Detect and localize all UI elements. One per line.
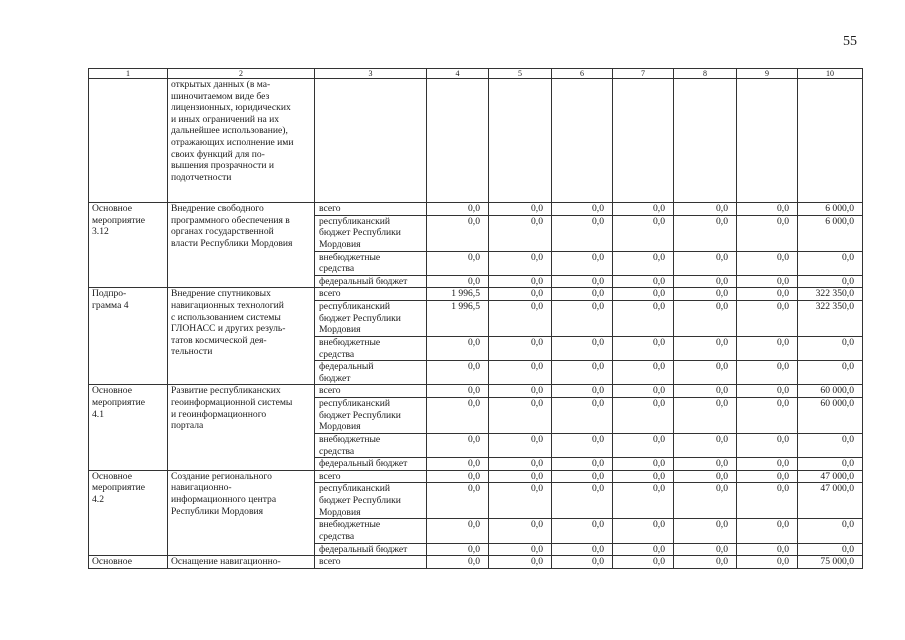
funding-source-cell [315,251,427,275]
funding-source-label: федеральный [319,361,374,373]
value-cell: 0,0 [489,275,552,288]
item-name-cell [168,470,315,555]
value-cell: 0,0 [798,458,863,471]
funding-source-label: внебюджетные [319,251,381,263]
value-cell: 0,0 [552,300,613,336]
column-number: 1 [89,69,168,79]
funding-source-cell [315,275,427,288]
funding-source-cell [315,483,427,519]
value-cell: 0,0 [613,361,674,385]
value-cell: 6 000,0 [798,215,863,251]
value-cell: 0,0 [552,397,613,433]
column-number: 6 [552,69,613,79]
funding-source-label: средства [319,445,355,457]
value-cell: 60 000,0 [798,385,863,398]
continued-text-line: вышения прозрачности и [171,160,275,172]
page-number: 55 [843,34,857,49]
value-cell: 0,0 [674,336,737,360]
item-type-cell: Основное [89,556,168,569]
value-cell: 0,0 [613,275,674,288]
item-type-cell [89,385,168,470]
item-name-cell [168,79,315,203]
item-name-line: Создание регионального [171,470,272,482]
item-type-cell [89,288,168,385]
value-cell: 0,0 [489,519,552,543]
item-type-line: Основное [92,385,132,397]
continued-text-line: лицензионных, юридических [171,102,291,114]
value-cell: 0,0 [427,433,489,457]
value-cell: 0,0 [552,556,613,569]
value-cell: 0,0 [737,556,798,569]
value-cell: 0,0 [427,336,489,360]
item-type-line: мероприятие [92,482,145,494]
value-cell: 0,0 [674,483,737,519]
value-cell: 0,0 [552,458,613,471]
column-number: 9 [737,69,798,79]
item-type-line: 4.1 [92,408,104,420]
continued-text-line: подотчетности [171,171,232,183]
column-number: 2 [168,69,315,79]
continued-text-line: своих функций для по- [171,148,265,160]
funding-source-label: бюджет Республики [319,409,401,421]
item-name-line: власти Республики Мордовия [171,237,293,249]
value-cell: 0,0 [674,251,737,275]
value-cell: 0,0 [552,215,613,251]
value-cell: 0,0 [737,470,798,483]
value-cell [737,79,798,203]
value-cell: 0,0 [489,288,552,301]
item-name-line: тельности [171,346,213,358]
value-cell: 0,0 [674,300,737,336]
value-cell: 0,0 [552,543,613,556]
value-cell: 1 996,5 [427,300,489,336]
value-cell: 47 000,0 [798,470,863,483]
item-name-line: и геоинформационного [171,408,267,420]
value-cell: 0,0 [798,433,863,457]
item-name-cell: Оснащение навигационно- [168,556,315,569]
value-cell: 0,0 [552,251,613,275]
value-cell: 0,0 [737,483,798,519]
funding-source-cell [315,458,427,471]
value-cell: 0,0 [674,275,737,288]
funding-source-label: всего [319,288,341,300]
item-name-line: Развитие республиканских [171,385,281,397]
item-type-line: грамма 4 [92,299,129,311]
item-type-line: Подпро- [92,288,127,300]
value-cell: 0,0 [427,215,489,251]
value-cell: 0,0 [674,543,737,556]
value-cell: 0,0 [552,519,613,543]
funding-source-cell [315,215,427,251]
continuation-row [89,79,863,203]
funding-source-cell [315,203,427,216]
value-cell: 0,0 [489,361,552,385]
funding-source-label: бюджет [319,372,351,384]
item-type-line: 4.2 [92,493,104,505]
value-cell: 0,0 [737,433,798,457]
funding-source-label: Мордовия [319,324,361,336]
funding-source-cell [315,288,427,301]
value-cell: 0,0 [552,336,613,360]
value-cell: 0,0 [674,397,737,433]
continued-text-line: открытых данных (в ма- [171,79,271,90]
funding-source-label: республиканский [319,483,391,495]
continued-text-line: отражающих исполнение ими [171,136,294,148]
value-cell: 0,0 [489,336,552,360]
item-type-line: мероприятие [92,214,145,226]
funding-source-cell [315,519,427,543]
value-cell: 0,0 [427,556,489,569]
column-number-header-row [89,69,863,79]
value-cell: 0,0 [798,361,863,385]
column-number: 10 [798,69,863,79]
value-cell: 0,0 [674,385,737,398]
item-type-cell [89,203,168,288]
value-cell: 0,0 [489,203,552,216]
value-cell: 0,0 [798,251,863,275]
value-cell: 0,0 [737,251,798,275]
funding-source-label: средства [319,263,355,275]
value-cell: 0,0 [427,251,489,275]
value-cell: 0,0 [552,361,613,385]
funding-source-label: Мордовия [319,421,361,433]
item-name-line: ГЛОНАСС и других резуль- [171,323,286,335]
value-cell [798,79,863,203]
value-cell: 0,0 [489,458,552,471]
funding-source-label: федеральный бюджет [319,458,408,470]
value-cell: 0,0 [613,470,674,483]
item-name-cell [168,288,315,385]
value-cell: 0,0 [674,458,737,471]
funding-source-label: внебюджетные [319,433,381,445]
value-cell: 0,0 [552,275,613,288]
value-cell: 0,0 [674,519,737,543]
value-cell: 0,0 [427,361,489,385]
funding-source-cell [315,397,427,433]
funding-source-label: Мордовия [319,238,361,250]
value-cell: 0,0 [427,385,489,398]
funding-source-label: внебюджетные [319,519,381,531]
column-number: 8 [674,69,737,79]
item-type-line: Основное [92,203,132,214]
item-name-line: органах государственной [171,226,274,238]
value-cell: 0,0 [613,203,674,216]
funding-source-label: федеральный бюджет [319,275,408,287]
item-type-cell [89,470,168,555]
item-name-line: Внедрение спутниковых [171,288,271,300]
column-number: 7 [613,69,674,79]
value-cell: 1 996,5 [427,288,489,301]
funding-source-label: республиканский [319,397,391,409]
value-cell: 0,0 [427,543,489,556]
value-cell: 0,0 [674,203,737,216]
value-cell: 0,0 [798,543,863,556]
value-cell: 0,0 [427,483,489,519]
value-cell: 0,0 [674,215,737,251]
item-type-line: Основное [92,470,132,482]
value-cell: 0,0 [427,203,489,216]
funding-row [89,385,863,398]
value-cell [674,79,737,203]
column-number: 5 [489,69,552,79]
item-name-line: информационного центра [171,493,277,505]
value-cell: 6 000,0 [798,203,863,216]
funding-row [89,470,863,483]
value-cell: 0,0 [737,458,798,471]
value-cell: 60 000,0 [798,397,863,433]
value-cell: 0,0 [489,556,552,569]
column-number: 3 [315,69,427,79]
value-cell: 0,0 [489,300,552,336]
value-cell: 0,0 [674,288,737,301]
value-cell: 0,0 [674,470,737,483]
value-cell: 322 350,0 [798,300,863,336]
item-name-line: портала [171,420,204,432]
continued-text-line: и иных ограничений на их [171,113,280,125]
item-name-cell [168,385,315,470]
value-cell: 0,0 [737,203,798,216]
value-cell: 0,0 [613,251,674,275]
funding-row [89,556,863,569]
source-cell [315,79,427,203]
value-cell: 0,0 [489,483,552,519]
value-cell: 0,0 [737,397,798,433]
funding-source-cell: всего [315,556,427,569]
value-cell: 0,0 [674,433,737,457]
value-cell: 0,0 [613,397,674,433]
value-cell: 0,0 [613,288,674,301]
value-cell [489,79,552,203]
value-cell: 0,0 [798,519,863,543]
funding-source-label: бюджет Республики [319,312,401,324]
value-cell: 0,0 [552,433,613,457]
value-cell: 322 350,0 [798,288,863,301]
value-cell: 0,0 [489,251,552,275]
funding-source-label: федеральный бюджет [319,543,408,555]
funding-source-label: республиканский [319,300,391,312]
value-cell: 0,0 [489,385,552,398]
item-type-line: мероприятие [92,396,145,408]
value-cell: 0,0 [798,275,863,288]
item-name-line: Внедрение свободного [171,203,264,214]
funding-source-label: республиканский [319,215,391,227]
value-cell: 0,0 [737,275,798,288]
value-cell: 0,0 [798,336,863,360]
value-cell: 0,0 [737,215,798,251]
value-cell: 0,0 [552,470,613,483]
value-cell: 0,0 [737,385,798,398]
funding-source-label: всего [319,385,341,397]
value-cell: 0,0 [737,543,798,556]
funding-source-cell [315,300,427,336]
value-cell: 0,0 [427,458,489,471]
item-name-line: геоинформационной системы [171,396,293,408]
value-cell: 0,0 [613,519,674,543]
value-cell: 0,0 [737,300,798,336]
value-cell: 0,0 [613,385,674,398]
item-type-cell [89,79,168,203]
value-cell: 0,0 [613,483,674,519]
value-cell: 0,0 [427,470,489,483]
funding-source-label: средства [319,530,355,542]
funding-source-cell [315,361,427,385]
value-cell [427,79,489,203]
value-cell: 0,0 [613,433,674,457]
value-cell: 0,0 [737,336,798,360]
value-cell: 0,0 [613,556,674,569]
value-cell: 0,0 [427,275,489,288]
column-number: 4 [427,69,489,79]
item-name-line: программного обеспечения в [171,214,290,226]
item-name-line: с использованием системы [171,311,281,323]
funding-source-label: всего [319,203,341,214]
item-type-line: 3.12 [92,226,109,238]
value-cell: 0,0 [737,288,798,301]
value-cell: 0,0 [613,336,674,360]
program-funding-table [88,68,863,569]
value-cell: 0,0 [427,519,489,543]
value-cell [552,79,613,203]
value-cell: 0,0 [427,397,489,433]
funding-row [89,288,863,301]
value-cell: 47 000,0 [798,483,863,519]
funding-source-label: средства [319,348,355,360]
value-cell: 0,0 [489,470,552,483]
item-name-cell [168,203,315,288]
item-name-line: Республики Мордовия [171,505,264,517]
value-cell: 0,0 [489,215,552,251]
value-cell: 0,0 [613,300,674,336]
item-name-line: навигационных технологий [171,299,284,311]
value-cell: 0,0 [489,543,552,556]
value-cell: 0,0 [613,215,674,251]
funding-source-label: бюджет Республики [319,227,401,239]
continued-text-line: шиночитаемом виде без [171,90,270,102]
value-cell: 0,0 [674,361,737,385]
value-cell: 0,0 [674,556,737,569]
funding-source-cell [315,336,427,360]
value-cell: 0,0 [737,519,798,543]
funding-row [89,203,863,216]
value-cell: 0,0 [552,288,613,301]
value-cell: 0,0 [552,203,613,216]
item-name-line: навигационно- [171,482,232,494]
value-cell: 0,0 [737,361,798,385]
item-name-line: татов космической дея- [171,334,267,346]
funding-source-cell [315,543,427,556]
value-cell: 0,0 [552,483,613,519]
funding-source-cell [315,433,427,457]
value-cell: 0,0 [489,397,552,433]
value-cell: 0,0 [613,543,674,556]
funding-source-cell [315,470,427,483]
continued-text-line: дальнейшее использование), [171,125,288,137]
funding-source-cell [315,385,427,398]
value-cell: 75 000,0 [798,556,863,569]
value-cell: 0,0 [489,433,552,457]
value-cell: 0,0 [613,458,674,471]
funding-source-label: внебюджетные [319,336,381,348]
value-cell: 0,0 [552,385,613,398]
funding-source-label: Мордовия [319,506,361,518]
value-cell [613,79,674,203]
funding-source-label: бюджет Республики [319,494,401,506]
funding-source-label: всего [319,470,341,482]
